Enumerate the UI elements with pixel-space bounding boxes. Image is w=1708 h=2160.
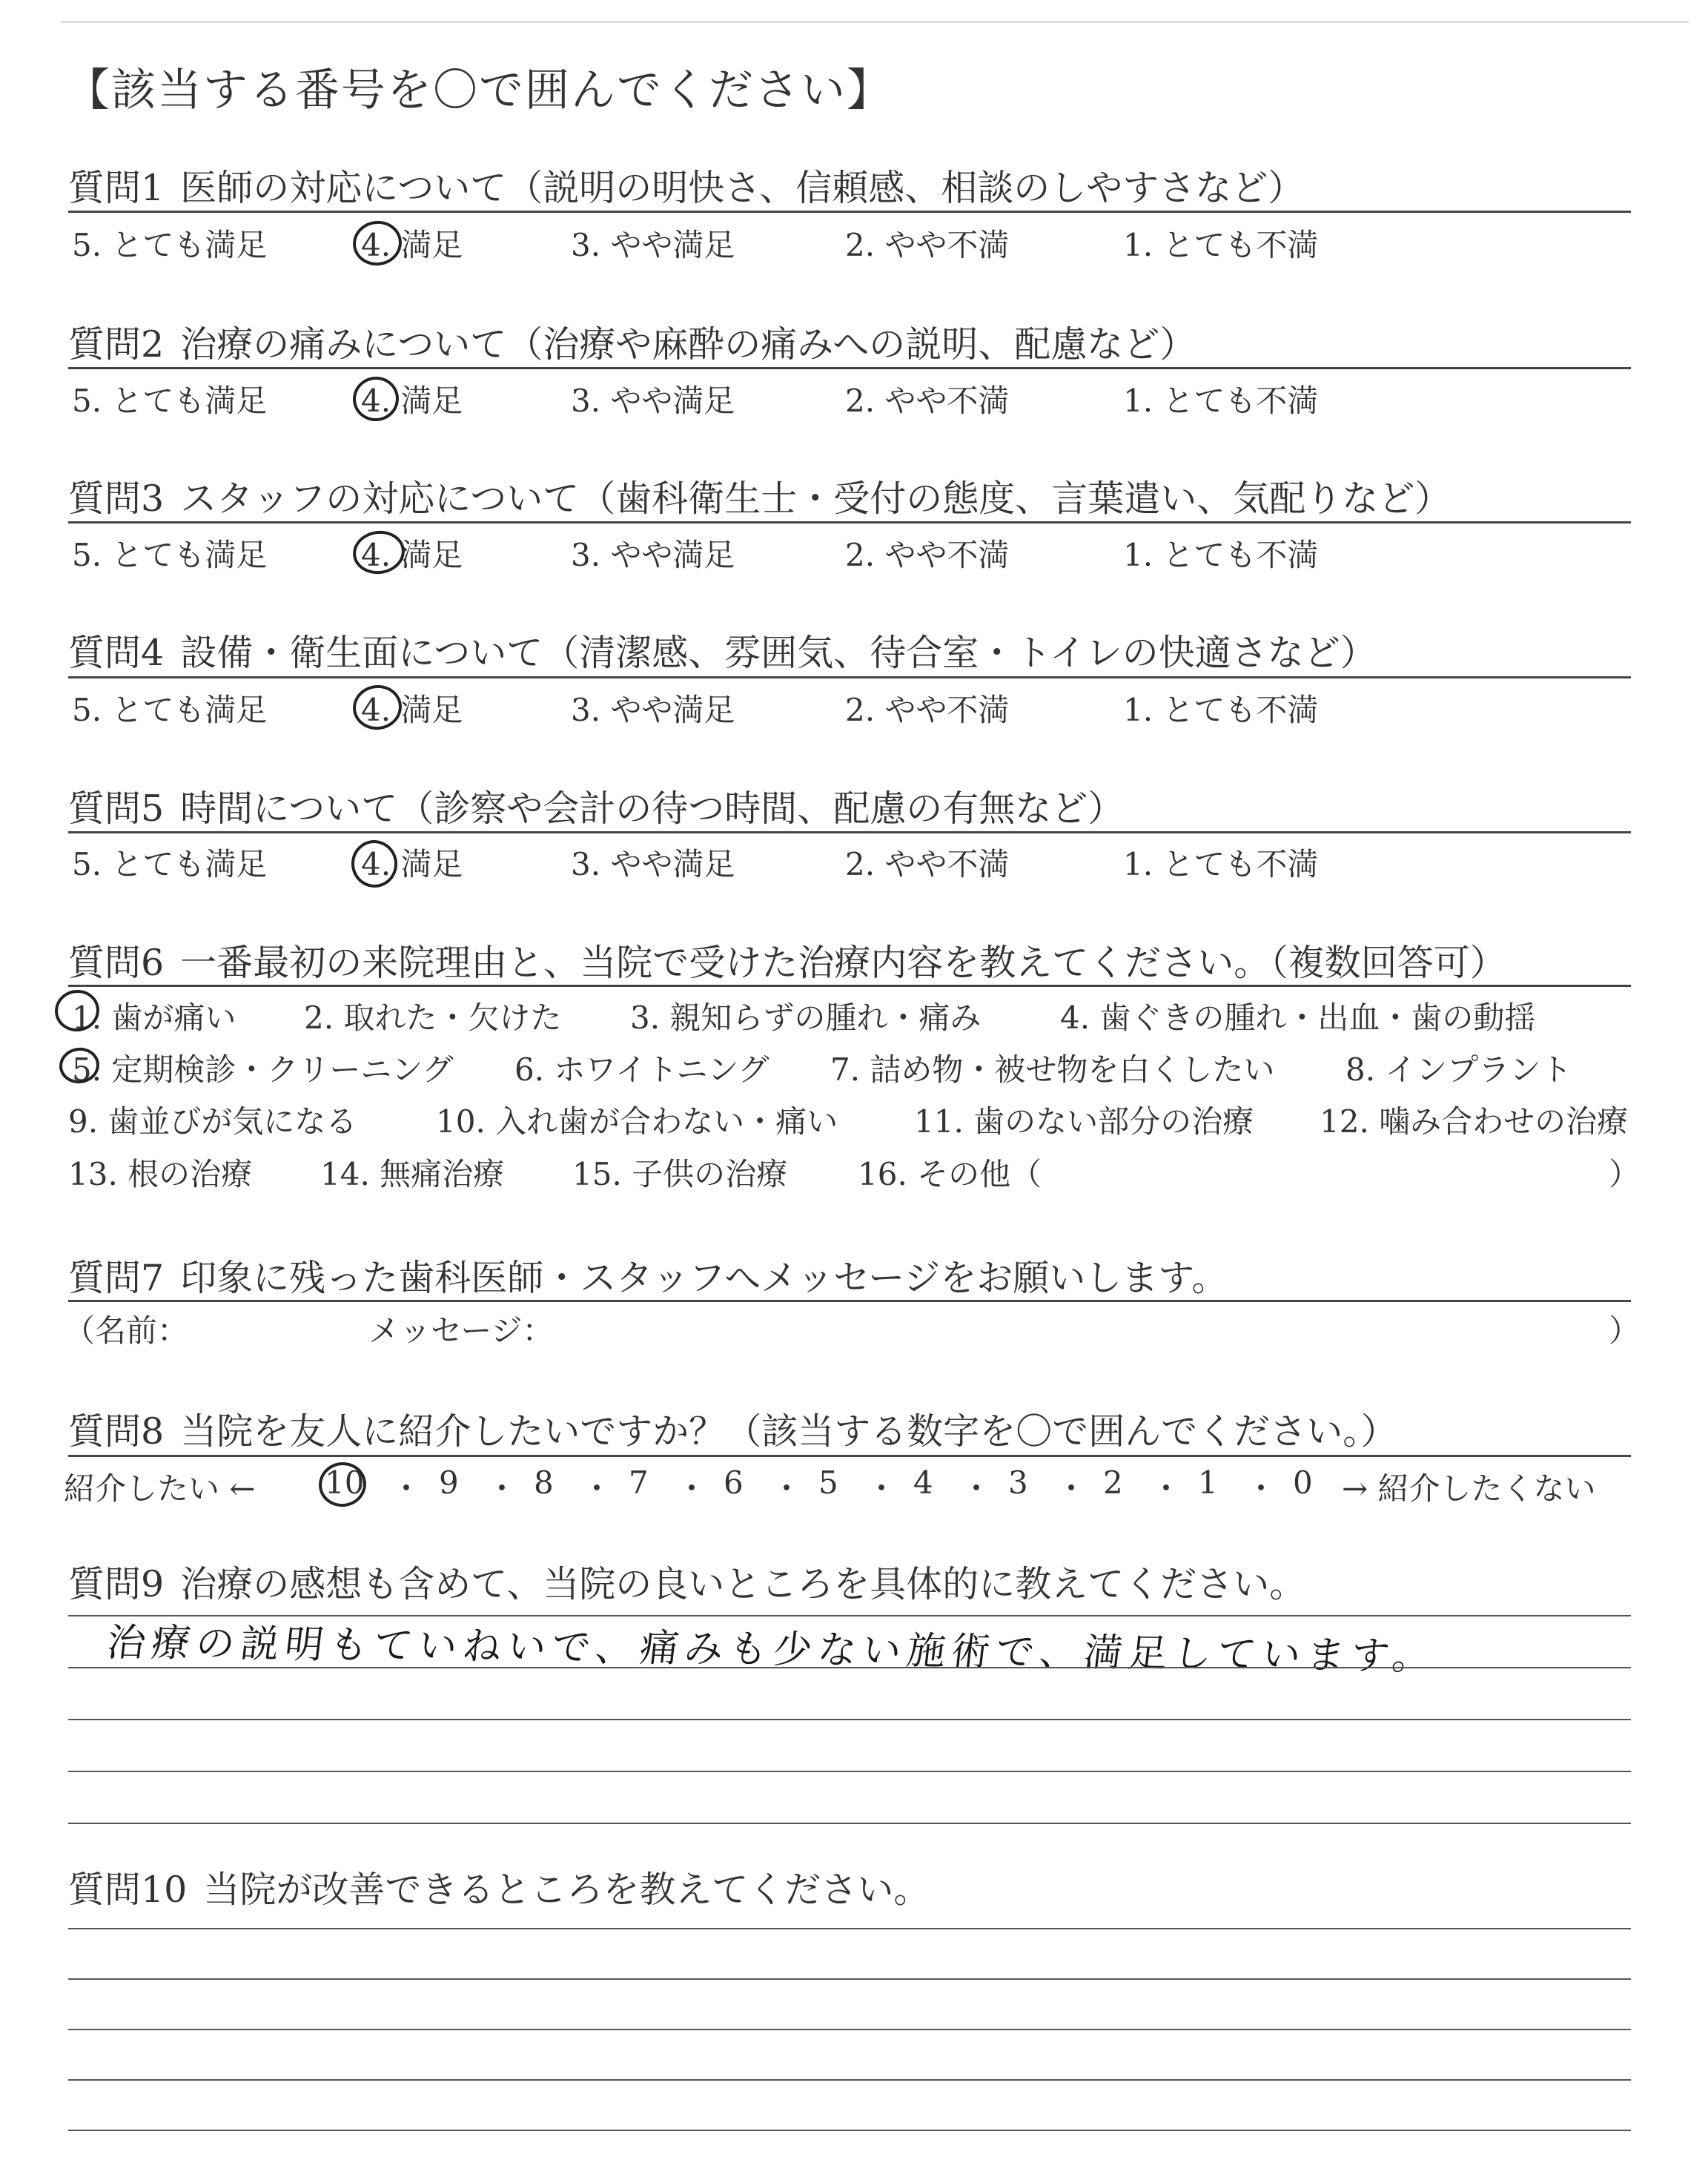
q10-answer-line [68, 1928, 1631, 1929]
question-5-number: 質問5 [68, 787, 165, 830]
q8-separator: ・ [391, 1470, 423, 1507]
question-7-number: 質問7 [68, 1257, 165, 1299]
q6-other-close-paren: ） [1609, 1156, 1641, 1192]
question-6-rule [68, 985, 1631, 987]
q8-separator: ・ [961, 1470, 993, 1507]
q5-option-1[interactable]: 1. とても不満 [1123, 846, 1319, 882]
q3-option-4[interactable]: 4. 満足 [361, 537, 463, 573]
question-4-number: 質問4 [68, 632, 165, 674]
q9-handwritten-answer[interactable]: 治療の説明もていねいで、痛みも少ない施術で、満足しています。 [104, 1620, 1440, 1680]
q8-separator: ・ [1056, 1470, 1088, 1507]
q4-option-3[interactable]: 3. やや満足 [571, 692, 735, 728]
question-5-title [68, 780, 1124, 832]
question-6-text: 一番最初の来院理由と、当院で受けた治療内容を教えてください。（複数回答可） [180, 942, 1506, 984]
q1-option-1[interactable]: 1. とても不満 [1123, 227, 1319, 263]
q8-separator: ・ [1151, 1470, 1182, 1507]
q1-option-4[interactable]: 4. 満足 [361, 227, 463, 263]
q8-score-8[interactable]: 8 [534, 1464, 554, 1501]
question-8-number: 質問8 [68, 1410, 165, 1453]
q4-option-5[interactable]: 5. とても満足 [72, 692, 268, 728]
q6-option-2[interactable]: 2. 取れた・欠けた [304, 1000, 562, 1036]
q6-option-14[interactable]: 14. 無痛治療 [320, 1156, 505, 1192]
question-8-title [68, 1403, 1397, 1455]
q6-option-4[interactable]: 4. 歯ぐきの腫れ・出血・歯の動揺 [1060, 1000, 1536, 1036]
q10-answer-line [68, 1978, 1631, 1980]
question-2-number: 質問2 [68, 323, 165, 366]
q8-score-10[interactable]: 10 [325, 1464, 365, 1501]
q8-score-3[interactable]: 3 [1008, 1464, 1028, 1501]
q5-option-5[interactable]: 5. とても満足 [72, 846, 268, 882]
q3-option-1[interactable]: 1. とても不満 [1123, 537, 1319, 573]
question-9-title [68, 1556, 1305, 1608]
q2-option-1[interactable]: 1. とても不満 [1123, 383, 1319, 419]
q6-option-10[interactable]: 10. 入れ歯が合わない・痛い [436, 1103, 838, 1140]
question-2-title [68, 316, 1196, 368]
q3-option-3[interactable]: 3. やや満足 [571, 537, 735, 573]
question-1-number: 質問1 [68, 167, 165, 209]
q4-option-4[interactable]: 4. 満足 [361, 692, 463, 728]
q7-name-label: （名前： [64, 1312, 189, 1349]
q4-option-1[interactable]: 1. とても不満 [1123, 692, 1319, 728]
question-3-rule [68, 521, 1631, 524]
question-4-rule [68, 676, 1631, 678]
q6-option-9[interactable]: 9. 歯並びが気になる [68, 1103, 357, 1140]
question-1-text: 医師の対応について（説明の明快さ、信頼感、相談のしやすさなど） [180, 167, 1305, 209]
q8-separator: ・ [1245, 1470, 1277, 1507]
q10-answer-line [68, 2079, 1631, 2081]
q3-option-5[interactable]: 5. とても満足 [72, 537, 268, 573]
question-10-title [68, 1861, 930, 1913]
question-2-rule [68, 367, 1631, 369]
question-5-rule [68, 831, 1631, 833]
question-7-text: 印象に残った歯科医師・スタッフへメッセージをお願いします。 [180, 1257, 1228, 1299]
question-9-number: 質問9 [68, 1563, 165, 1605]
q6-option-13[interactable]: 13. 根の治療 [68, 1156, 253, 1192]
q6-option-6[interactable]: 6. ホワイトニング [514, 1051, 769, 1088]
question-3-text: スタッフの対応について（歯科衛生士・受付の態度、言葉遣い、気配りなど） [180, 478, 1452, 520]
question-9-text: 治療の感想も含めて、当院の良いところを具体的に教えてください。 [180, 1563, 1306, 1605]
question-7-rule [68, 1300, 1631, 1302]
q6-option-1[interactable]: 1. 歯が痛い [72, 1000, 236, 1036]
q9-answer-line [68, 1823, 1631, 1824]
question-8-text: 当院を友人に紹介したいですか？（該当する数字を〇で囲んでください。） [180, 1410, 1397, 1453]
q6-option-11[interactable]: 11. 歯のない部分の治療 [914, 1103, 1254, 1140]
q10-answer-line [68, 2130, 1631, 2131]
q6-option-7[interactable]: 7. 詰め物・被せ物を白くしたい [830, 1051, 1275, 1088]
q4-option-2[interactable]: 2. やや不満 [845, 692, 1010, 728]
form-instruction-header: 【該当する番号を〇で囲んでください】 [65, 65, 893, 116]
question-3-number: 質問3 [68, 478, 165, 520]
q7-message-label: メッセージ： [368, 1312, 554, 1349]
question-1-rule [68, 211, 1631, 213]
q2-option-3[interactable]: 3. やや満足 [571, 383, 735, 419]
q6-option-5[interactable]: 5. 定期検診・クリーニング [72, 1051, 454, 1088]
q1-option-3[interactable]: 3. やや満足 [571, 227, 735, 263]
q6-option-16[interactable]: 16. その他（ [858, 1156, 1042, 1192]
q10-answer-line [68, 2029, 1631, 2030]
q6-option-15[interactable]: 15. 子供の治療 [572, 1156, 788, 1192]
q9-answer-line [68, 1771, 1631, 1772]
question-3-title [68, 470, 1451, 522]
question-10-number: 質問10 [68, 1869, 188, 1911]
q8-score-0[interactable]: 0 [1293, 1464, 1313, 1501]
q1-option-5[interactable]: 5. とても満足 [72, 227, 268, 263]
q8-separator: ・ [581, 1470, 613, 1507]
q8-right-label: → 紹介したくない [1342, 1470, 1596, 1507]
q7-close-paren: ） [1609, 1312, 1641, 1349]
q6-option-8[interactable]: 8. インプラント [1345, 1051, 1572, 1088]
q9-answer-line [68, 1667, 1631, 1668]
q5-option-4[interactable]: 4. 満足 [361, 846, 463, 882]
q8-score-7[interactable]: 7 [629, 1464, 649, 1501]
q6-option-12[interactable]: 12. 噛み合わせの治療 [1320, 1103, 1629, 1140]
question-6-number: 質問6 [68, 942, 165, 984]
q9-answer-line [68, 1719, 1631, 1720]
question-4-title [68, 624, 1377, 676]
q1-option-2[interactable]: 2. やや不満 [845, 227, 1010, 263]
q6-option-3[interactable]: 3. 親知らずの腫れ・痛み [630, 1000, 982, 1036]
question-10-text: 当院が改善できるところを教えてください。 [203, 1869, 930, 1911]
q8-score-5[interactable]: 5 [818, 1464, 838, 1501]
q2-option-5[interactable]: 5. とても満足 [72, 383, 268, 419]
q8-score-4[interactable]: 4 [913, 1464, 933, 1501]
question-8-rule [68, 1455, 1631, 1457]
q3-option-2[interactable]: 2. やや不満 [845, 537, 1010, 573]
q8-score-9[interactable]: 9 [439, 1464, 459, 1501]
q8-separator: ・ [486, 1470, 518, 1507]
question-4-text: 設備・衛生面について（清潔感、雰囲気、待合室・トイレの快適さなど） [180, 632, 1377, 674]
top-border [61, 21, 1689, 23]
q8-score-2[interactable]: 2 [1103, 1464, 1123, 1501]
q8-score-6[interactable]: 6 [724, 1464, 744, 1501]
q8-separator: ・ [771, 1470, 803, 1507]
question-5-text: 時間について（診察や会計の待つ時間、配慮の有無など） [180, 787, 1125, 830]
q8-separator: ・ [866, 1470, 898, 1507]
q8-left-label: 紹介したい ← [64, 1470, 256, 1507]
question-1-title [68, 159, 1304, 211]
q5-option-3[interactable]: 3. やや満足 [571, 846, 735, 882]
question-6-title [68, 934, 1506, 986]
q5-option-2[interactable]: 2. やや不満 [845, 846, 1010, 882]
question-7-title [68, 1249, 1228, 1301]
q2-option-2[interactable]: 2. やや不満 [845, 383, 1010, 419]
q8-score-1[interactable]: 1 [1198, 1464, 1218, 1501]
question-2-text: 治療の痛みについて（治療や麻酔の痛みへの説明、配慮など） [180, 323, 1196, 366]
q2-option-4[interactable]: 4. 満足 [361, 383, 463, 419]
q8-separator: ・ [676, 1470, 708, 1507]
